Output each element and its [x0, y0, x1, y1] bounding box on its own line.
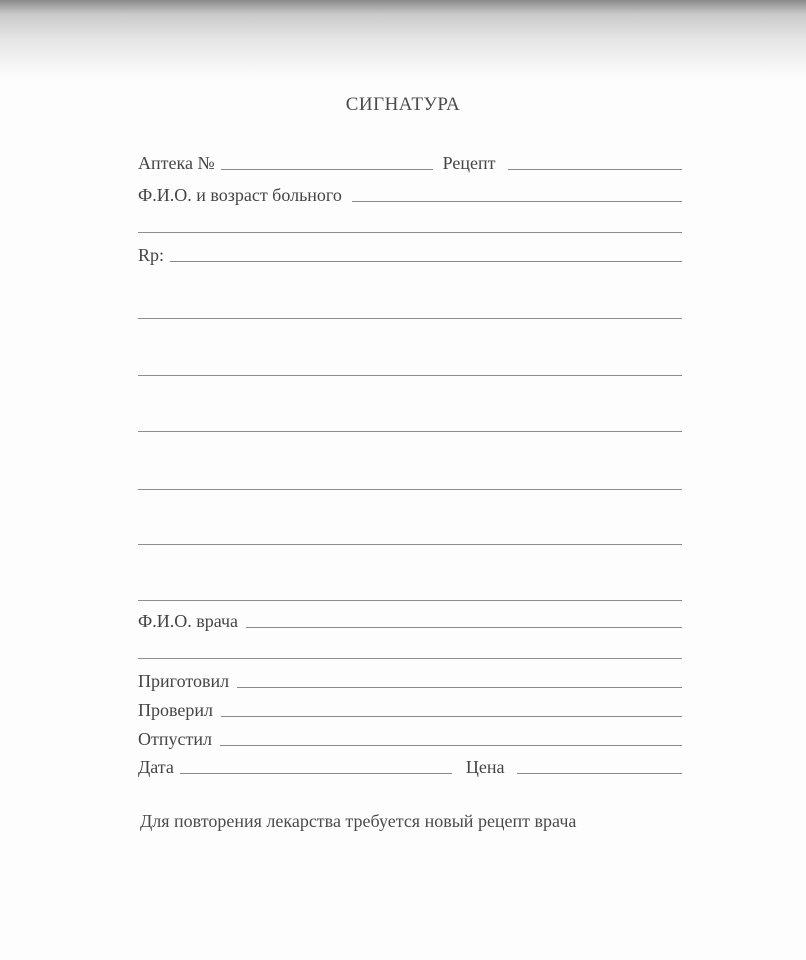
recipe-label: Рецепт [442, 153, 496, 173]
form-title: СИГНАТУРА [345, 94, 461, 115]
repeat-prescription-note: Для повторения лекарства требуется новый рецепт врача [140, 811, 577, 831]
checked-row [138, 695, 682, 721]
dispensed-field[interactable] [220, 745, 682, 746]
checked-label: Проверил [138, 700, 213, 720]
doctor-continuation-line[interactable] [138, 658, 682, 659]
rp-label: Rp: [138, 245, 165, 265]
date-field[interactable] [180, 773, 452, 774]
checked-field[interactable] [221, 716, 682, 717]
doctor-row [138, 606, 682, 632]
prepared-label: Приготовил [138, 671, 230, 691]
patient-row [138, 180, 682, 206]
doctor-field[interactable] [246, 627, 682, 628]
patient-label: Ф.И.О. и возраст больного [138, 185, 342, 205]
pharmacy-label: Аптека № [138, 153, 215, 173]
dispensed-row [138, 724, 682, 750]
rp-row [138, 240, 682, 266]
recipe-field[interactable] [508, 169, 682, 170]
prescription-line[interactable] [138, 489, 682, 490]
pharmacy-number-field[interactable] [221, 169, 433, 170]
doctor-label: Ф.И.О. врача [138, 611, 239, 631]
dispensed-label: Отпустил [138, 729, 212, 749]
scan-shadow [0, 0, 806, 80]
date-label: Дата [138, 757, 174, 777]
price-label: Цена [465, 757, 505, 777]
rp-field[interactable] [170, 261, 682, 262]
prescription-line[interactable] [138, 600, 682, 601]
date-price-row [138, 752, 682, 778]
prescription-line[interactable] [138, 375, 682, 376]
pharmacy-recipe-row [138, 148, 682, 174]
prescription-line[interactable] [138, 544, 682, 545]
prescription-line[interactable] [138, 318, 682, 319]
price-field[interactable] [517, 773, 682, 774]
prepared-field[interactable] [237, 687, 682, 688]
patient-continuation-line[interactable] [138, 232, 682, 233]
patient-field[interactable] [352, 201, 682, 202]
prescription-line[interactable] [138, 431, 682, 432]
prepared-row [138, 666, 682, 692]
